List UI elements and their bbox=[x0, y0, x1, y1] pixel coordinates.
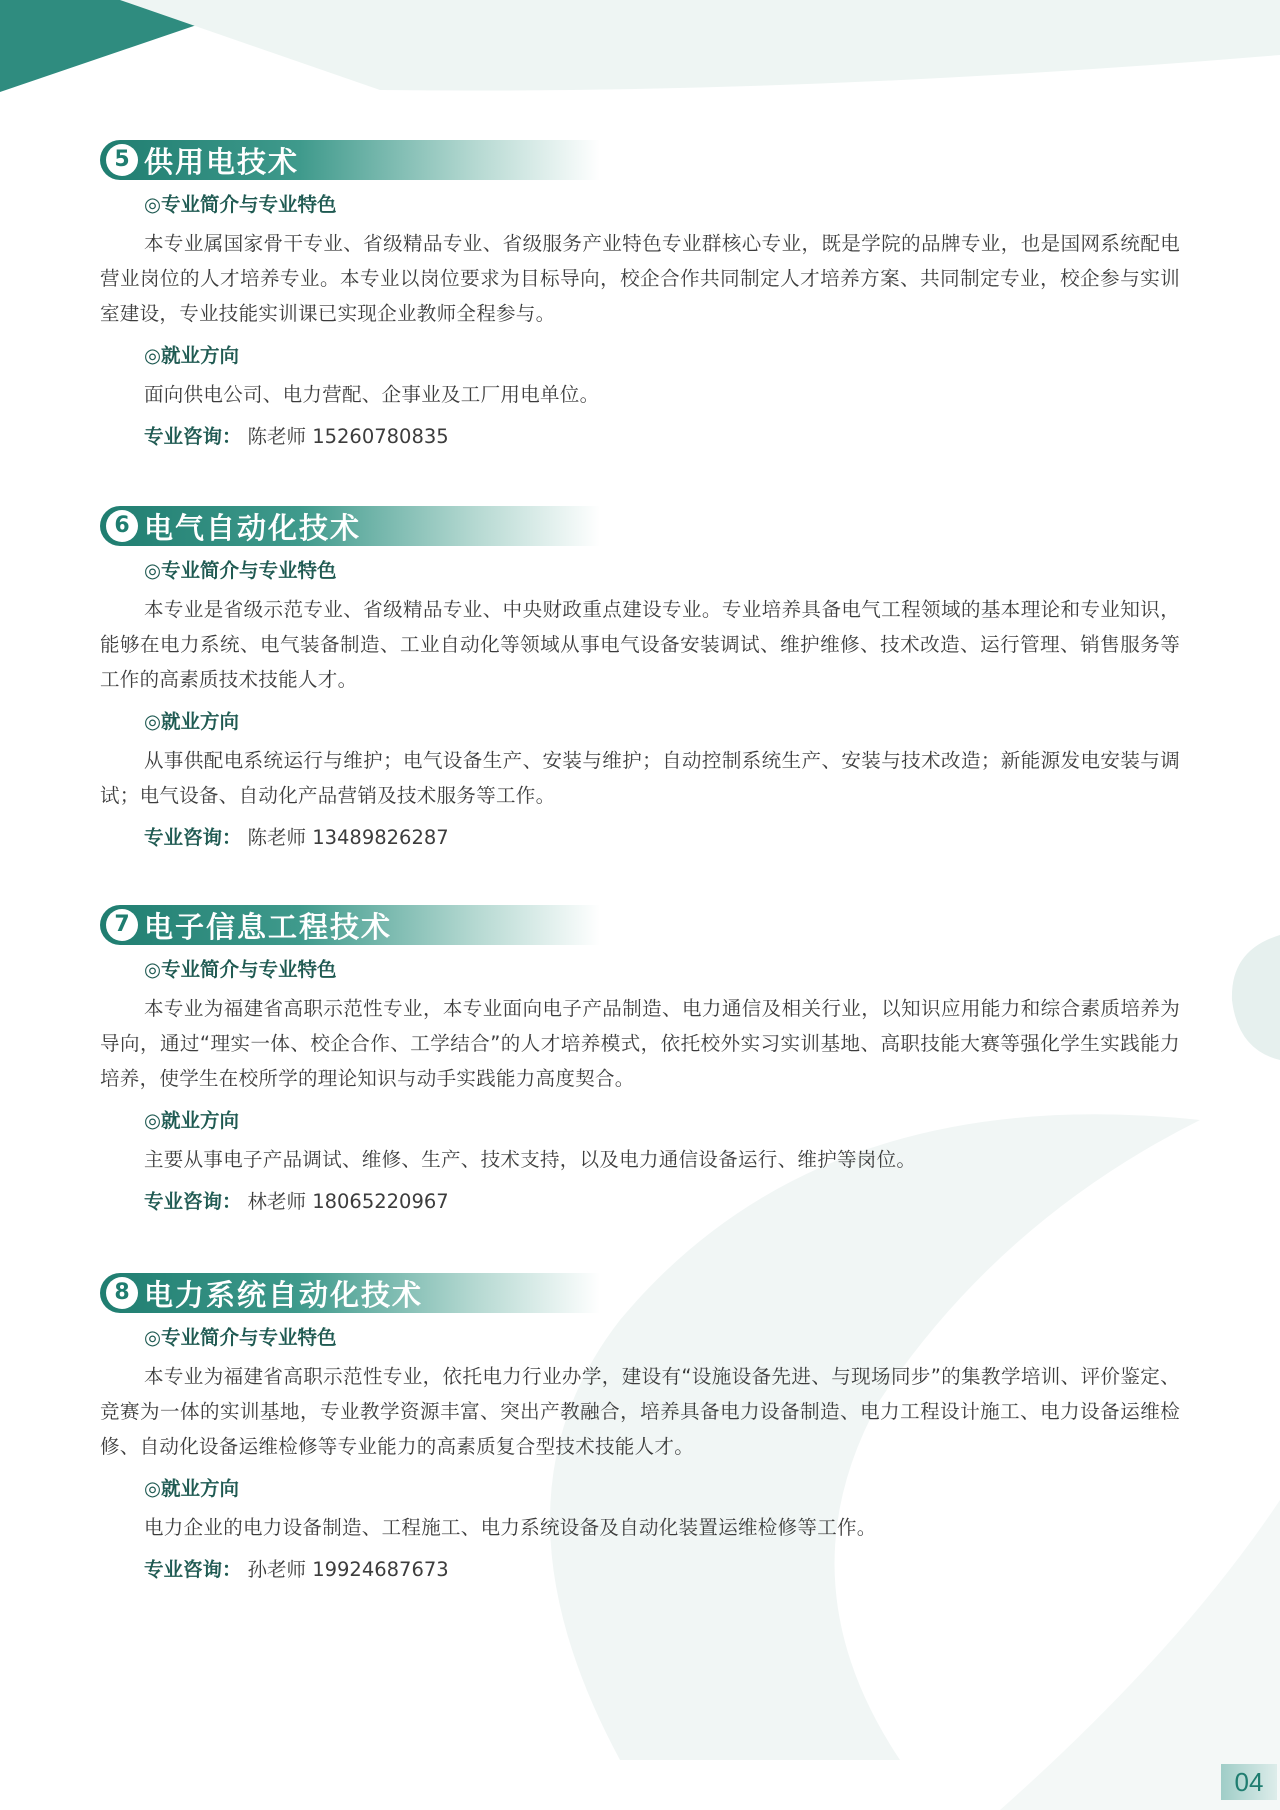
section-power-supply bbox=[100, 140, 1180, 454]
consult-line bbox=[144, 1185, 1180, 1219]
consult-contact: 林老师 18065220967 bbox=[247, 1190, 449, 1213]
section-title: 电气自动化技术 bbox=[144, 510, 362, 545]
intro-label: ◎专业简介与专业特色 bbox=[144, 193, 337, 216]
jobs-text: 从事供配电系统运行与维护；电气设备生产、安装与维护；自动控制系统生产、安装与技术改造；新能源发电安装与调试；电气设备、自动化产品营销及技术服务等工作。 bbox=[100, 749, 1180, 807]
consult-label: 专业咨询： bbox=[144, 1190, 242, 1213]
consult-label: 专业咨询： bbox=[144, 425, 242, 448]
page-number: 04 bbox=[1234, 1766, 1264, 1797]
jobs-text: 主要从事电子产品调试、维修、生产、技术支持，以及电力通信设备运行、维护等岗位。 bbox=[144, 1148, 917, 1171]
consult-line bbox=[144, 1553, 1180, 1587]
jobs-label: ◎就业方向 bbox=[144, 1109, 240, 1132]
jobs-text: 面向供电公司、电力营配、企事业及工厂用电单位。 bbox=[144, 383, 600, 406]
consult-line bbox=[144, 821, 1180, 855]
consult-contact: 陈老师 15260780835 bbox=[247, 425, 449, 448]
jobs-label: ◎就业方向 bbox=[144, 1477, 240, 1500]
page-number-badge bbox=[1221, 1764, 1277, 1800]
section-electronic-info bbox=[100, 905, 1180, 1219]
section-number-badge: 8 bbox=[106, 1277, 138, 1309]
section-number-badge: 7 bbox=[106, 909, 138, 941]
section-title: 电子信息工程技术 bbox=[144, 909, 393, 944]
section-number-badge: 6 bbox=[106, 510, 138, 542]
consult-label: 专业咨询： bbox=[144, 1558, 242, 1581]
consult-contact: 陈老师 13489826287 bbox=[247, 826, 449, 849]
jobs-text: 电力企业的电力设备制造、工程施工、电力系统设备及自动化装置运维检修等工作。 bbox=[144, 1516, 877, 1539]
consult-contact: 孙老师 19924687673 bbox=[247, 1558, 449, 1581]
intro-text: 本专业为福建省高职示范性专业，依托电力行业办学，建设有“设施设备先进、与现场同步”的集教学培训、评价鉴定、竞赛为一体的实训基地，专业教学资源丰富、突出产教融合，培养具备电力设备制造、电力工程设计施工、电力设备运维检修、自动化设备运维检修等专业能力的高素质复合型技术技能人才。 bbox=[100, 1365, 1180, 1458]
section-title: 电力系统自动化技术 bbox=[144, 1277, 424, 1312]
section-heading bbox=[100, 506, 600, 546]
section-electrical-automation bbox=[100, 506, 1180, 855]
intro-text: 本专业为福建省高职示范性专业，本专业面向电子产品制造、电力通信及相关行业，以知识应用能力和综合素质培养为导向，通过“理实一体、校企合作、工学结合”的人才培养模式，依托校外实习实训基地、高职技能大赛等强化学生实践能力培养，使学生在校所学的理论知识与动手实践能力高度契合。 bbox=[100, 997, 1180, 1090]
section-number-badge: 5 bbox=[106, 144, 138, 176]
consult-label: 专业咨询： bbox=[144, 826, 242, 849]
section-power-system-automation bbox=[100, 1273, 1180, 1587]
section-heading bbox=[100, 905, 600, 945]
jobs-label: ◎就业方向 bbox=[144, 344, 240, 367]
jobs-label: ◎就业方向 bbox=[144, 710, 240, 733]
section-title: 供用电技术 bbox=[144, 144, 300, 179]
intro-label: ◎专业简介与专业特色 bbox=[144, 559, 337, 582]
consult-line bbox=[144, 420, 1180, 454]
intro-label: ◎专业简介与专业特色 bbox=[144, 1326, 337, 1349]
intro-label: ◎专业简介与专业特色 bbox=[144, 958, 337, 981]
section-heading bbox=[100, 1273, 600, 1313]
section-heading bbox=[100, 140, 600, 180]
intro-text: 本专业是省级示范专业、省级精品专业、中央财政重点建设专业。专业培养具备电气工程领域的基本理论和专业知识，能够在电力系统、电气装备制造、工业自动化等领域从事电气设备安装调试、维护维修、技术改造、运行管理、销售服务等工作的高素质技术技能人才。 bbox=[100, 598, 1180, 691]
intro-text: 本专业属国家骨干专业、省级精品专业、省级服务产业特色专业群核心专业，既是学院的品牌专业，也是国网系统配电营业岗位的人才培养专业。本专业以岗位要求为目标导向，校企合作共同制定人才培养方案、共同制定专业，校企参与实训室建设，专业技能实训课已实现企业教师全程参与。 bbox=[100, 232, 1180, 325]
